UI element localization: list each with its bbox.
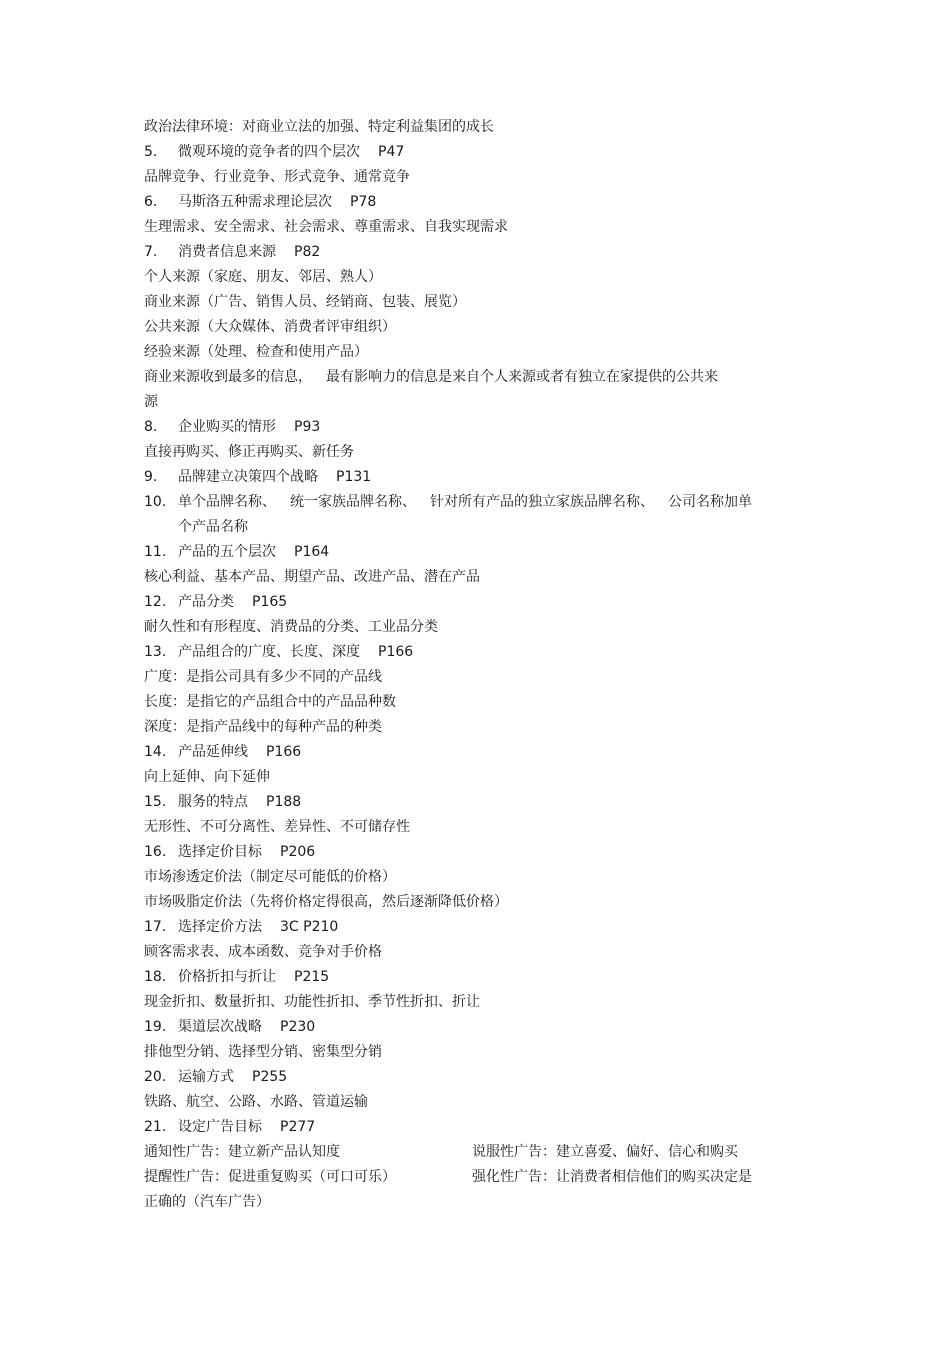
column-right-text: 强化性广告：让消费者相信他们的购买决定是 <box>472 1169 752 1185</box>
section-heading-11 <box>144 540 824 565</box>
section-title: 产品分类 <box>178 594 234 610</box>
section-heading-21 <box>144 1115 824 1140</box>
document-body <box>144 115 824 1215</box>
section-title: 选择定价方法 <box>178 919 262 935</box>
section-heading-7 <box>144 240 824 265</box>
text-line <box>144 365 824 390</box>
section-number: 7. <box>144 244 158 260</box>
section-heading-10 <box>144 490 824 515</box>
text-line: 核心利益、基本产品、期望产品、改进产品、潜在产品 <box>144 569 480 585</box>
section-number: 11. <box>144 544 167 560</box>
text-line: 现金折扣、数量折扣、功能性折扣、季节性折扣、折让 <box>144 994 480 1010</box>
text-line: 源 <box>144 394 158 410</box>
page-reference: P277 <box>280 1119 316 1135</box>
section-heading-8 <box>144 415 824 440</box>
section-number: 6. <box>144 194 158 210</box>
text-line: 经验来源（处理、检查和使用产品） <box>144 344 368 360</box>
text-line: 铁路、航空、公路、水路、管道运输 <box>144 1094 368 1110</box>
page-reference: P164 <box>294 544 330 560</box>
section-heading-17 <box>144 915 824 940</box>
section-heading-14 <box>144 740 824 765</box>
page-reference: P93 <box>294 419 321 435</box>
text-line: 向上延伸、向下延伸 <box>144 769 270 785</box>
text-line: 直接再购买、修正再购买、新任务 <box>144 444 354 460</box>
section-title: 企业购买的情形 <box>178 419 276 435</box>
page-reference: P255 <box>252 1069 288 1085</box>
section-number: 12. <box>144 594 167 610</box>
section-title: 品牌建立决策四个战略 <box>178 469 318 485</box>
page-reference: P230 <box>280 1019 316 1035</box>
page-reference: 3C P210 <box>280 919 339 935</box>
section-title: 服务的特点 <box>178 794 248 810</box>
text-line: 市场渗透定价法（制定尽可能低的价格） <box>144 869 396 885</box>
text-line-two-column <box>144 1140 824 1165</box>
text-line: 个产品名称 <box>178 519 248 535</box>
column-right-text: 说服性广告：建立喜爱、偏好、信心和购买 <box>472 1144 738 1160</box>
section-number: 14. <box>144 744 167 760</box>
text-line: 品牌竞争、行业竞争、形式竞争、通常竞争 <box>144 169 410 185</box>
section-number: 17. <box>144 919 167 935</box>
page-reference: P166 <box>378 644 414 660</box>
section-title: 渠道层次战略 <box>178 1019 262 1035</box>
page-reference: P215 <box>294 969 330 985</box>
page-reference: P206 <box>280 844 316 860</box>
section-title: 产品的五个层次 <box>178 544 276 560</box>
section-number: 13. <box>144 644 167 660</box>
text-line: 公共来源（大众媒体、消费者评审组织） <box>144 319 396 335</box>
section-title: 马斯洛五种需求理论层次 <box>178 194 332 210</box>
column-left-text: 通知性广告：建立新产品认知度 <box>144 1144 340 1160</box>
text-line: 耐久性和有形程度、消费品的分类、工业品分类 <box>144 619 438 635</box>
text-line: 市场吸脂定价法（先将价格定得很高，然后逐渐降低价格） <box>144 894 508 910</box>
section-number: 8. <box>144 419 158 435</box>
section-title: 消费者信息来源 <box>178 244 276 260</box>
section-heading-18 <box>144 965 824 990</box>
section-number: 20. <box>144 1069 167 1085</box>
section-heading-20 <box>144 1065 824 1090</box>
section-title: 产品组合的广度、长度、深度 <box>178 644 360 660</box>
section-title: 微观环境的竞争者的四个层次 <box>178 144 360 160</box>
page-reference: P82 <box>294 244 321 260</box>
page-reference: P188 <box>266 794 302 810</box>
text-segment: 公司名称加单 <box>668 494 752 510</box>
text-line: 无形性、不可分离性、差异性、不可储存性 <box>144 819 410 835</box>
text-line: 生理需求、安全需求、社会需求、尊重需求、自我实现需求 <box>144 219 508 235</box>
text-line-two-column <box>144 1165 824 1190</box>
section-title: 运输方式 <box>178 1069 234 1085</box>
page-reference: P78 <box>350 194 377 210</box>
section-number: 10. <box>144 494 167 510</box>
section-number: 5. <box>144 144 158 160</box>
section-title: 设定广告目标 <box>178 1119 262 1135</box>
text-line: 商业来源（广告、销售人员、经销商、包装、展览） <box>144 294 466 310</box>
text-segment: 单个品牌名称、 <box>178 494 276 510</box>
section-number: 18. <box>144 969 167 985</box>
section-heading-16 <box>144 840 824 865</box>
text-line: 政治法律环境：对商业立法的加强、特定利益集团的成长 <box>144 119 494 135</box>
text-line: 个人来源（家庭、朋友、邻居、熟人） <box>144 269 382 285</box>
section-number: 9. <box>144 469 158 485</box>
text-line: 正确的（汽车广告） <box>144 1194 270 1210</box>
section-number: 19. <box>144 1019 167 1035</box>
section-number: 21. <box>144 1119 167 1135</box>
section-heading-13 <box>144 640 824 665</box>
section-heading-9 <box>144 465 824 490</box>
section-title: 产品延伸线 <box>178 744 248 760</box>
section-heading-15 <box>144 790 824 815</box>
section-heading-12 <box>144 590 824 615</box>
section-heading-6 <box>144 190 824 215</box>
text-line: 顾客需求表、成本函数、竞争对手价格 <box>144 944 382 960</box>
section-number: 15. <box>144 794 167 810</box>
section-heading-5 <box>144 140 824 165</box>
text-segment: 针对所有产品的独立家族品牌名称、 <box>430 494 654 510</box>
text-line: 排他型分销、选择型分销、密集型分销 <box>144 1044 382 1060</box>
page-reference: P165 <box>252 594 288 610</box>
page-reference: P47 <box>378 144 405 160</box>
text-line: 广度：是指公司具有多少不同的产品线 <box>144 669 382 685</box>
page-reference: P166 <box>266 744 302 760</box>
text-segment: 统一家族品牌名称、 <box>290 494 416 510</box>
text-line: 长度：是指它的产品组合中的产品品种数 <box>144 694 396 710</box>
text-segment: 最有影响力的信息是来自个人来源或者有独立在家提供的公共来 <box>326 369 718 385</box>
section-title: 价格折扣与折让 <box>178 969 276 985</box>
section-heading-19 <box>144 1015 824 1040</box>
page-reference: P131 <box>336 469 372 485</box>
column-left-text: 提醒性广告：促进重复购买（可口可乐） <box>144 1169 396 1185</box>
section-number: 16. <box>144 844 167 860</box>
section-title: 选择定价目标 <box>178 844 262 860</box>
text-line: 深度：是指产品线中的每种产品的种类 <box>144 719 382 735</box>
text-segment: 商业来源收到最多的信息， <box>144 369 312 385</box>
